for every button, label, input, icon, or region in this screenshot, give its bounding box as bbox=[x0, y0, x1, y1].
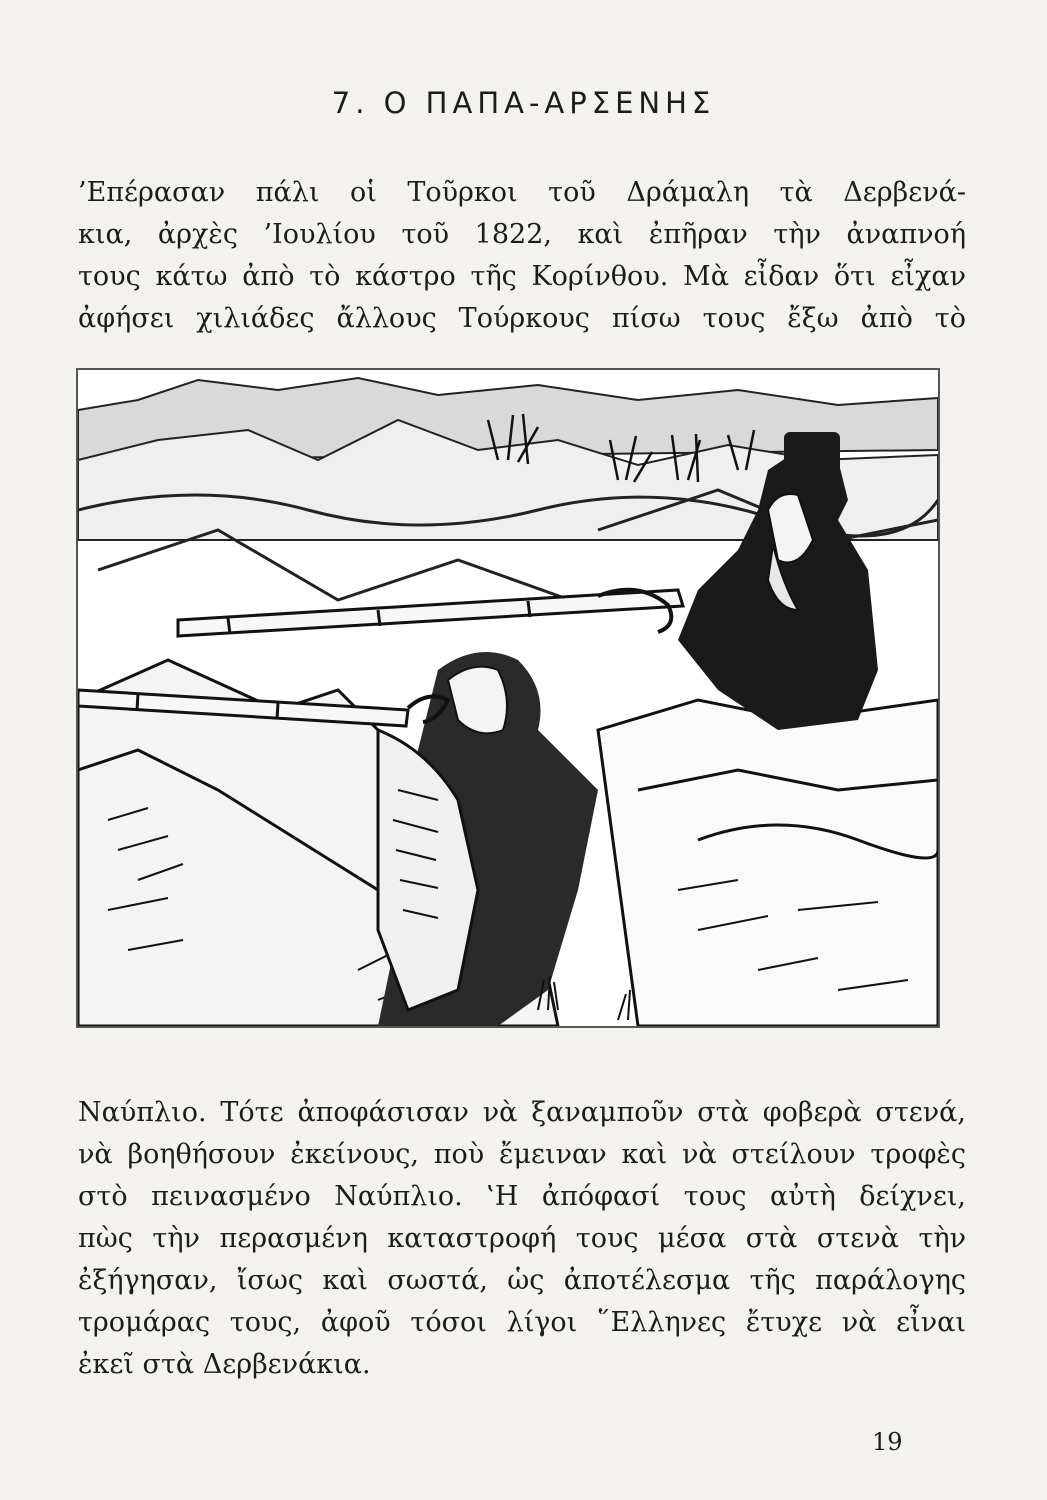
woodcut-illustration-icon bbox=[76, 368, 940, 1028]
paragraph-2 bbox=[78, 1092, 966, 1386]
chapter-title: 7. Ο ΠΑΠΑ-ΑΡΣΕΝΗΣ bbox=[331, 86, 716, 120]
paragraph-1 bbox=[78, 172, 966, 340]
text-line: Ναύπλιο. Τότε ἀποφάσισαν νὰ ξαναμποῦν στὰ φοβερὰ στενά, bbox=[78, 1097, 966, 1128]
text-line: πὼς τὴν περασμένη καταστροφή τους μέσα στὰ στενὰ τὴν bbox=[78, 1223, 966, 1254]
page-number: 19 bbox=[872, 1428, 903, 1456]
text-line: ἐξήγησαν, ἴσως καὶ σωστά, ὡς ἀποτέλεσμα τῆς παράλογης bbox=[78, 1265, 966, 1296]
text-line: τρομάρας τους, ἀφοῦ τόσοι λίγοι ῞Ελληνες ἔτυχε νὰ εἶναι bbox=[78, 1307, 966, 1338]
text-line: νὰ βοηθήσουν ἐκείνους, ποὺ ἔμειναν καὶ νὰ στείλουν τροφὲς bbox=[78, 1139, 966, 1170]
text-line: στὸ πεινασμένο Ναύπλιο. ‛Η ἀπόφασί τους αὐτὴ δείχνει, bbox=[78, 1181, 966, 1212]
text-line: ἀφήσει χιλιάδες ἄλλους Τούρκους πίσω τους ἔξω ἀπὸ τὸ bbox=[78, 303, 966, 334]
text-line: ἐκεῖ στὰ Δερβενάκια. bbox=[78, 1349, 371, 1380]
text-line: τους κάτω ἀπὸ τὸ κάστρο τῆς Κορίνθου. Μὰ εἶδαν ὅτι εἶχαν bbox=[78, 261, 966, 292]
text-line: κια, ἀρχὲς ’Ιουλίου τοῦ 1822, καὶ ἐπῆραν τὴν ἀναπνοή bbox=[78, 219, 966, 250]
text-line: ’Επέρασαν πάλι οἱ Τοῦρκοι τοῦ Δράμαλη τὰ Δερβενά- bbox=[78, 177, 966, 208]
